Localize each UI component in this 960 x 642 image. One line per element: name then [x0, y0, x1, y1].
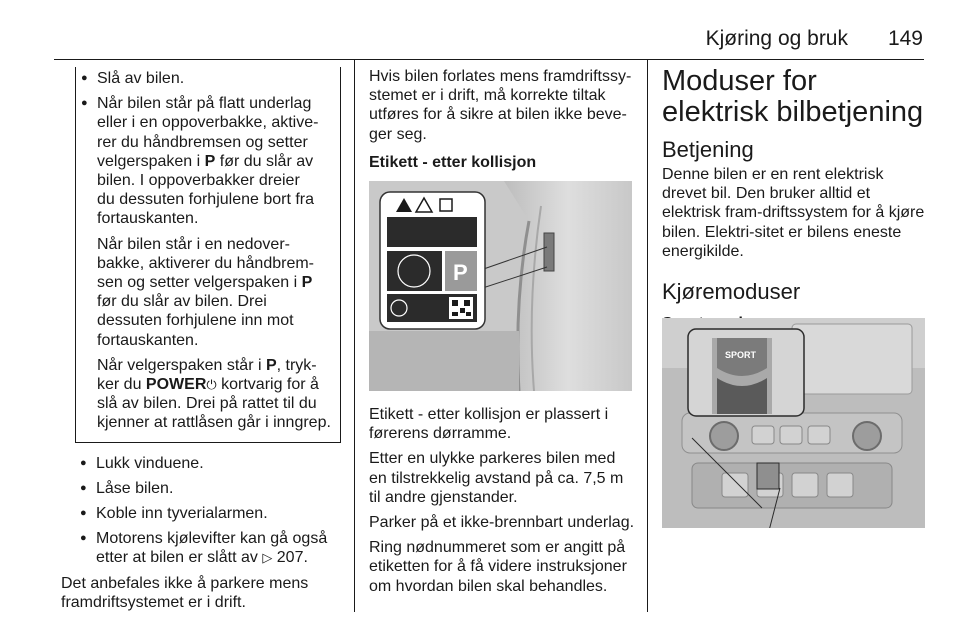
chapter-heading: Moduser for elektrisk bilbetjening	[662, 65, 924, 128]
section-heading: Etikett - etter kollisjon	[369, 153, 537, 171]
column-3	[662, 66, 929, 333]
page-reference-icon: ▷	[262, 550, 273, 566]
header-rule	[54, 59, 924, 60]
power-icon: ⏻	[206, 377, 217, 393]
paragraph: Ring nødnummeret som er angitt på etiketten for å få videre instruksjoner om hvordan bilen skal behandles.	[369, 539, 627, 595]
paragraph: Parker på et ikke-brennbart underlag.	[369, 514, 635, 532]
column-2-lower	[369, 405, 635, 602]
list-item: ● Når bilen står på flatt underlag eller i en oppoverbakke, aktive-rer du håndbremsen og setter velgerspaken i P før du slår av bilen. I oppoverbakker dreier du dessuten forhjulene bort fra fortauskanten.	[78, 94, 322, 228]
closing-paragraph: Det anbefales ikke å parkere mens framdriftsystemet er i drift.	[61, 574, 309, 611]
bullet-list	[77, 454, 341, 568]
column-divider-2	[647, 60, 648, 612]
list-item: ● Koble inn tyverialarmen.	[77, 504, 341, 523]
column-2	[369, 67, 635, 172]
paragraph: Denne bilen er en rent elektrisk drevet bil. Den bruker alltid et elektrisk fram-driftssystem for å kjøre bilen. Elektri-sitet er bilens eneste energikilde.	[662, 166, 925, 260]
header-title: Kjøring og bruk	[705, 27, 848, 50]
page-number: 149	[887, 27, 923, 50]
list-item: ● Lukk vinduene.	[77, 454, 341, 473]
box-paragraph-downhill: Når bilen står i en nedover-bakke, aktiverer du håndbrem-sen og setter velgerspaken i P før du slår av bilen. Drei dessuten forhjulene inn mot fortauskanten.	[97, 235, 314, 349]
crash-label-illustration	[369, 181, 632, 391]
page-header	[0, 0, 960, 60]
section-heading-kjoremoduser: Kjøremoduser	[662, 279, 801, 305]
label-p-sign: P	[453, 260, 468, 285]
sport-button-label: SPORT	[725, 350, 757, 360]
image-caption: Etikett - etter kollisjon er plassert i førerens dørramme.	[369, 406, 609, 443]
intro-paragraph: Hvis bilen forlates mens framdriftssy-stemet er i drift, må korrekte tiltak utføres for å sikre at bilen ikke beve-ger seg.	[369, 68, 632, 143]
sport-mode-illustration	[662, 318, 925, 528]
paragraph: Etter en ulykke parkeres bilen med en tilstrekkelig avstand på ca. 7,5 m til andre gjenstander.	[369, 450, 624, 506]
parking-steps-box	[75, 67, 341, 443]
section-heading-betjening: Betjening	[662, 137, 754, 162]
column-1	[61, 67, 341, 618]
list-item: ● Motorens kjølevifter kan gå også etter at bilen er slått av ▷ 207.	[77, 529, 341, 567]
box-paragraph-power: Når velgerspaken står i P, tryk-ker du POWER⏻ kortvarig for å slå av bilen. Drei på rattet til du kjenner at rattlåsen går i inngrep.	[97, 356, 331, 432]
list-item: ● Låse bilen.	[77, 479, 341, 498]
box-bullet-list	[78, 69, 322, 229]
column-divider-1	[354, 60, 355, 612]
list-item: ● Slå av bilen.	[78, 69, 322, 88]
